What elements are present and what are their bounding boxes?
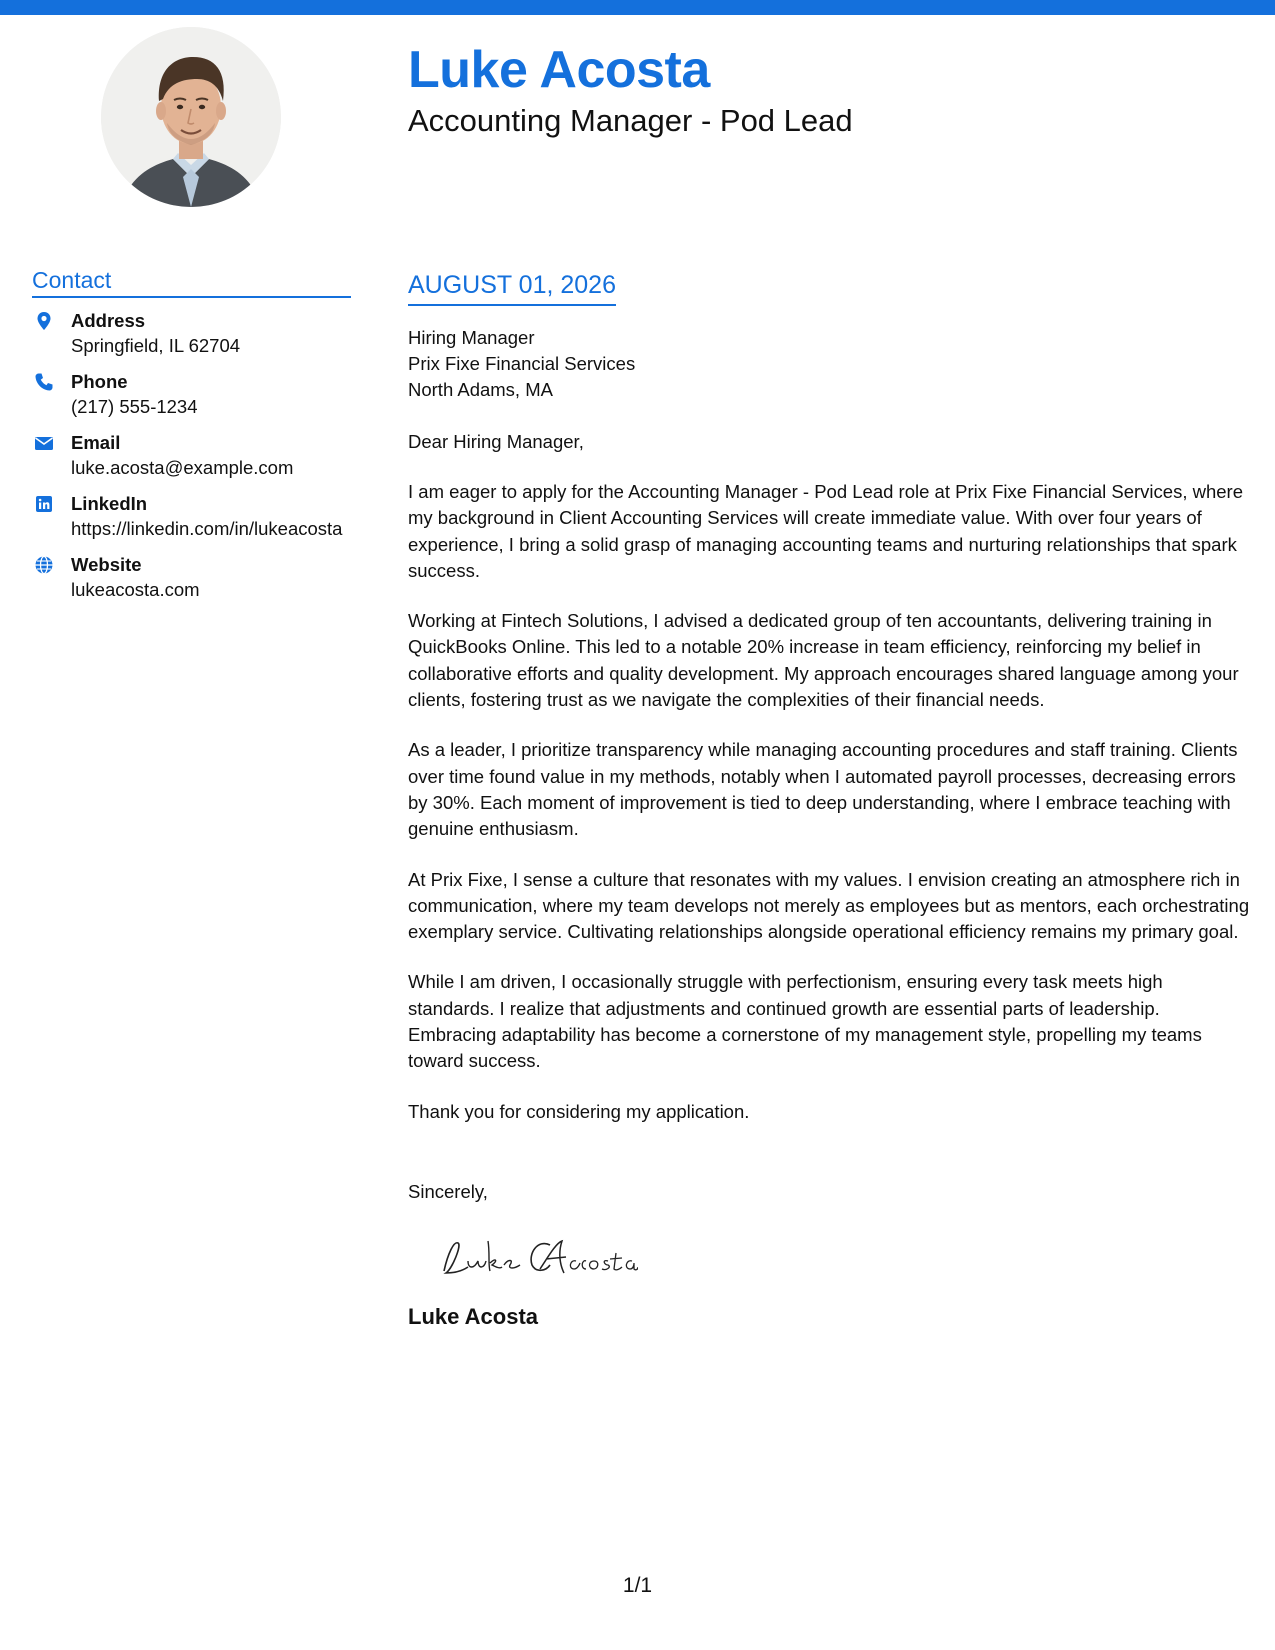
letter-paragraph: Working at Fintech Solutions, I advised a dedicated group of ten accountants, delivering training in QuickBooks Online. This led to a notable 20% increase in team efficiency, reinforcing my belief in collaborative efforts and quality development. My approach encourages shared language among your clients, fostering trust as we navigate the complexities of their financial needs. xyxy=(408,610,1239,711)
letter-date: AUGUST 01, 2026 xyxy=(408,268,616,306)
contact-label: Email xyxy=(71,432,121,453)
recipient-line: Prix Fixe Financial Services xyxy=(408,353,636,374)
contact-sidebar xyxy=(32,265,351,613)
letter-paragraph: Thank you for considering my application. xyxy=(408,1100,750,1122)
contact-value: (217) 555-1234 xyxy=(71,396,198,417)
linkedin-icon xyxy=(34,494,54,514)
recipient-block xyxy=(408,325,1253,403)
email-icon xyxy=(34,433,54,453)
cover-letter xyxy=(408,268,1253,1331)
contact-item-address xyxy=(32,308,351,358)
letter-paragraph: I am eager to apply for the Accounting Manager - Pod Lead role at Prix Fixe Financial Services, where my background in Client Accounting Services will create immediate value. With over four years of experience, I bring a solid grasp of managing accounting teams and nurturing relationships that spark success. xyxy=(408,481,1243,581)
signer-name: Luke Acosta xyxy=(408,1303,539,1329)
signature-image xyxy=(438,1233,638,1281)
contact-heading: Contact xyxy=(32,265,351,298)
contact-item-linkedin xyxy=(32,491,351,541)
letter-paragraph: As a leader, I prioritize transparency while managing accounting procedures and staff training. Clients over time found value in my methods, notably when I automated payroll processes, decreasing errors by 30%. Each moment of improvement is tied to deep understanding, where I embrace teaching with genuine enthusiasm. xyxy=(408,739,1238,840)
contact-label: LinkedIn xyxy=(71,493,148,514)
contact-item-email xyxy=(32,430,351,480)
contact-label: Address xyxy=(71,310,146,331)
contact-value: Springfield, IL 62704 xyxy=(71,335,241,356)
top-accent-bar xyxy=(0,0,1275,15)
recipient-line: Hiring Manager xyxy=(408,327,535,348)
candidate-job-title: Accounting Manager - Pod Lead xyxy=(408,103,853,138)
map-pin-icon xyxy=(34,311,54,331)
contact-label: Phone xyxy=(71,371,128,392)
page-number: 1/1 xyxy=(622,1574,653,1597)
phone-icon xyxy=(34,372,54,392)
contact-value: https://linkedin.com/in/lukeacosta xyxy=(71,518,343,539)
globe-icon xyxy=(34,555,54,575)
letter-paragraph: At Prix Fixe, I sense a culture that resonates with my values. I envision creating an atmosphere rich in communication, where my team develops not merely as employees but as mentors, each orchestrating exemplary service. Cultivating relationships alongside operational efficiency remains my primary goal. xyxy=(408,868,1250,943)
closing: Sincerely, xyxy=(408,1180,488,1202)
candidate-name: Luke Acosta xyxy=(408,41,710,99)
contact-value: luke.acosta@example.com xyxy=(71,457,294,478)
contact-list xyxy=(32,308,351,602)
salutation: Dear Hiring Manager, xyxy=(408,431,584,452)
recipient-line: North Adams, MA xyxy=(408,379,553,400)
contact-item-website xyxy=(32,552,351,602)
letter-paragraph: While I am driven, I occasionally struggle with perfectionism, ensuring every task meets high standards. I realize that adjustments and continued growth are essential parts of leadership. Embracing adaptability has become a cornerstone of my management style, propelling my teams toward success. xyxy=(408,971,1202,1072)
contact-value: lukeacosta.com xyxy=(71,579,200,600)
avatar xyxy=(101,27,281,207)
contact-item-phone xyxy=(32,369,351,419)
contact-label: Website xyxy=(71,554,142,575)
